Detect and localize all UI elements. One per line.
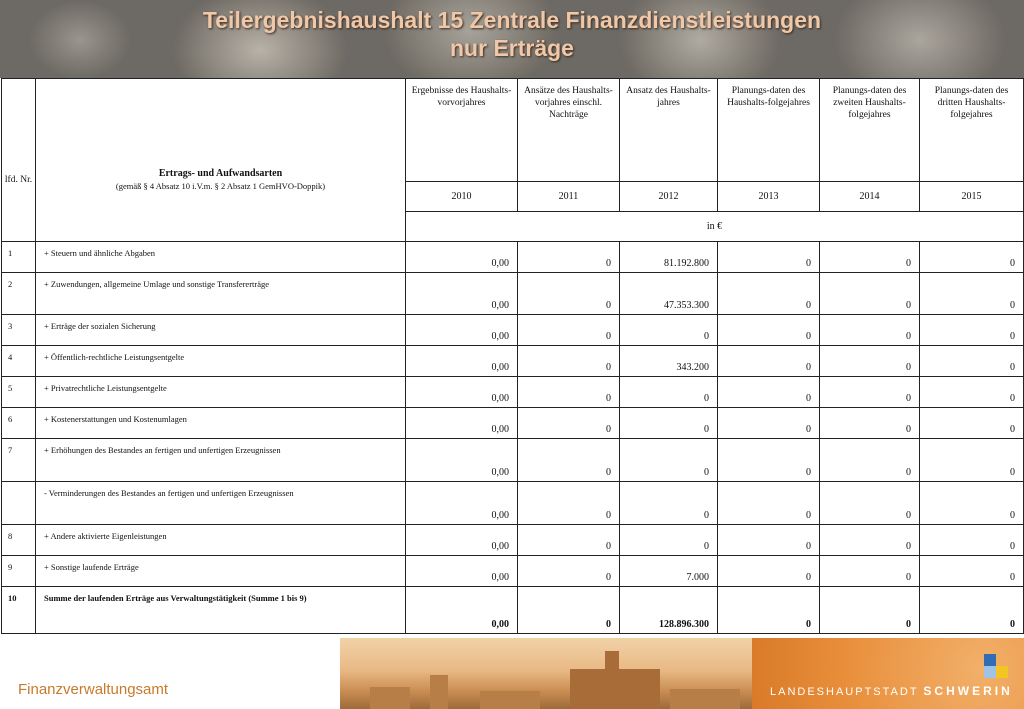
value-cell: 343.200 bbox=[620, 346, 718, 377]
value-cell: 0 bbox=[620, 377, 718, 408]
year-cell: 2010 bbox=[406, 182, 518, 212]
city-logo-icon bbox=[980, 652, 1010, 682]
value-cell: 0 bbox=[718, 482, 820, 525]
title-line-1: Teilergebnishaushalt 15 Zentrale Finanzdienstleistungen bbox=[202, 7, 822, 33]
row-label: + Andere aktivierte Eigenleistungen bbox=[36, 525, 406, 556]
year-cell: 2012 bbox=[620, 182, 718, 212]
table-row bbox=[2, 587, 1024, 634]
row-label: - Verminderungen des Bestandes an fertigen und unfertigen Erzeugnissen bbox=[36, 482, 406, 525]
value-cell: 0 bbox=[518, 242, 620, 273]
value-cell: 0 bbox=[718, 525, 820, 556]
value-cell: 0,00 bbox=[406, 556, 518, 587]
value-cell: 0 bbox=[718, 556, 820, 587]
year-cell: 2015 bbox=[920, 182, 1024, 212]
value-cell: 0 bbox=[518, 482, 620, 525]
value-cell: 0 bbox=[920, 315, 1024, 346]
value-cell: 0 bbox=[820, 273, 920, 315]
value-cell: 0 bbox=[718, 439, 820, 482]
value-cell: 0,00 bbox=[406, 377, 518, 408]
row-number: 4 bbox=[2, 346, 36, 377]
value-cell: 0 bbox=[718, 315, 820, 346]
value-cell: 0 bbox=[920, 346, 1024, 377]
row-label: Summe der laufenden Erträge aus Verwaltungstätigkeit (Summe 1 bis 9) bbox=[36, 587, 406, 634]
value-cell: 0 bbox=[820, 377, 920, 408]
value-cell: 0 bbox=[920, 408, 1024, 439]
value-cell: 0 bbox=[718, 273, 820, 315]
brand-panel bbox=[752, 638, 1024, 709]
value-cell: 0 bbox=[718, 346, 820, 377]
row-number: 10 bbox=[2, 587, 36, 634]
table-row bbox=[2, 439, 1024, 482]
table-row bbox=[2, 377, 1024, 408]
value-cell: 0 bbox=[518, 556, 620, 587]
value-cell: 0 bbox=[518, 346, 620, 377]
year-cell: 2013 bbox=[718, 182, 820, 212]
value-cell: 0,00 bbox=[406, 346, 518, 377]
value-cell: 0 bbox=[518, 377, 620, 408]
value-cell: 0 bbox=[718, 242, 820, 273]
row-number: 6 bbox=[2, 408, 36, 439]
value-cell: 0 bbox=[518, 408, 620, 439]
row-label: + Steuern und ähnliche Abgaben bbox=[36, 242, 406, 273]
value-cell: 0,00 bbox=[406, 315, 518, 346]
lfd-nr-header: lfd. Nr. bbox=[2, 79, 36, 242]
row-number: 7 bbox=[2, 439, 36, 482]
value-cell: 0,00 bbox=[406, 242, 518, 273]
value-cell: 0,00 bbox=[406, 482, 518, 525]
table-row bbox=[2, 242, 1024, 273]
value-cell: 0 bbox=[820, 525, 920, 556]
value-cell: 0 bbox=[920, 439, 1024, 482]
value-cell: 0 bbox=[820, 587, 920, 634]
value-cell: 0 bbox=[620, 482, 718, 525]
value-cell: 7.000 bbox=[620, 556, 718, 587]
value-cell: 0 bbox=[920, 525, 1024, 556]
table-row bbox=[2, 346, 1024, 377]
column-header: Ansätze des Haushalts-vorjahres einschl. Nachträge bbox=[518, 79, 620, 182]
value-cell: 0 bbox=[620, 525, 718, 556]
table-row bbox=[2, 525, 1024, 556]
brand-city: SCHWERIN bbox=[923, 684, 1013, 698]
table-row bbox=[2, 556, 1024, 587]
row-number: 8 bbox=[2, 525, 36, 556]
value-cell: 47.353.300 bbox=[620, 273, 718, 315]
value-cell: 0,00 bbox=[406, 525, 518, 556]
value-cell: 0 bbox=[620, 408, 718, 439]
row-number: 9 bbox=[2, 556, 36, 587]
unit-label: in € bbox=[406, 212, 1024, 242]
row-label: + Erhöhungen des Bestandes an fertigen und unfertigen Erzeugnissen bbox=[36, 439, 406, 482]
footer bbox=[0, 638, 1024, 709]
header-banner bbox=[0, 0, 1024, 78]
row-number: 1 bbox=[2, 242, 36, 273]
table-header-row bbox=[2, 79, 1024, 182]
value-cell: 0 bbox=[718, 408, 820, 439]
city-photo bbox=[340, 638, 752, 709]
row-label: + Sonstige laufende Erträge bbox=[36, 556, 406, 587]
row-label: + Zuwendungen, allgemeine Umlage und sonstige Transfererträge bbox=[36, 273, 406, 315]
value-cell: 0 bbox=[820, 408, 920, 439]
row-number: 3 bbox=[2, 315, 36, 346]
value-cell: 0,00 bbox=[406, 273, 518, 315]
value-cell: 0 bbox=[820, 242, 920, 273]
column-header: Ergebnisse des Haushalts-vorvorjahres bbox=[406, 79, 518, 182]
value-cell: 0 bbox=[518, 315, 620, 346]
value-cell: 0 bbox=[518, 525, 620, 556]
value-cell: 0 bbox=[620, 439, 718, 482]
value-cell: 0 bbox=[518, 273, 620, 315]
table-row bbox=[2, 482, 1024, 525]
value-cell: 0 bbox=[518, 439, 620, 482]
budget-table bbox=[1, 78, 1024, 634]
value-cell: 0 bbox=[920, 482, 1024, 525]
value-cell: 0 bbox=[920, 587, 1024, 634]
value-cell: 0 bbox=[920, 556, 1024, 587]
row-number: 2 bbox=[2, 273, 36, 315]
column-header: Planungs-daten des Haushalts-folgejahres bbox=[718, 79, 820, 182]
column-header: Planungs-daten des zweiten Haushalts-folgejahres bbox=[820, 79, 920, 182]
column-header: Ansatz des Haushalts-jahres bbox=[620, 79, 718, 182]
row-label: + Erträge der sozialen Sicherung bbox=[36, 315, 406, 346]
table-body bbox=[2, 242, 1024, 634]
value-cell: 0 bbox=[820, 482, 920, 525]
value-cell: 0 bbox=[820, 346, 920, 377]
value-cell: 128.896.300 bbox=[620, 587, 718, 634]
value-cell: 0 bbox=[820, 439, 920, 482]
brand-name bbox=[770, 684, 1020, 698]
value-cell: 0 bbox=[820, 315, 920, 346]
row-label: + Kostenerstattungen und Kostenumlagen bbox=[36, 408, 406, 439]
value-cell: 0,00 bbox=[406, 439, 518, 482]
page-title bbox=[0, 6, 1024, 62]
row-number: 5 bbox=[2, 377, 36, 408]
value-cell: 0,00 bbox=[406, 587, 518, 634]
table-row bbox=[2, 408, 1024, 439]
value-cell: 0 bbox=[718, 377, 820, 408]
row-label: + Öffentlich-rechtliche Leistungsentgelte bbox=[36, 346, 406, 377]
value-cell: 0 bbox=[518, 587, 620, 634]
column-header: Planungs-daten des dritten Haushalts-folgejahres bbox=[920, 79, 1024, 182]
row-number bbox=[2, 482, 36, 525]
year-cell: 2011 bbox=[518, 182, 620, 212]
row-label: + Privatrechtliche Leistungsentgelte bbox=[36, 377, 406, 408]
ertragsarten-header bbox=[36, 79, 406, 242]
department-label: Finanzverwaltungsamt bbox=[18, 681, 169, 698]
ertragsarten-title: Ertrags- und Aufwandsarten bbox=[158, 168, 283, 179]
value-cell: 0,00 bbox=[406, 408, 518, 439]
value-cell: 0 bbox=[920, 273, 1024, 315]
brand-prefix: LANDESHAUPTSTADT bbox=[770, 686, 919, 698]
value-cell: 81.192.800 bbox=[620, 242, 718, 273]
title-line-2: nur Erträge bbox=[450, 35, 574, 61]
ertragsarten-subtitle: (gemäß § 4 Absatz 10 i.V.m. § 2 Absatz 1 GemHVO-Doppik) bbox=[115, 181, 326, 191]
table-row bbox=[2, 315, 1024, 346]
value-cell: 0 bbox=[920, 377, 1024, 408]
value-cell: 0 bbox=[620, 315, 718, 346]
table-row bbox=[2, 273, 1024, 315]
value-cell: 0 bbox=[820, 556, 920, 587]
value-cell: 0 bbox=[718, 587, 820, 634]
value-cell: 0 bbox=[920, 242, 1024, 273]
year-cell: 2014 bbox=[820, 182, 920, 212]
